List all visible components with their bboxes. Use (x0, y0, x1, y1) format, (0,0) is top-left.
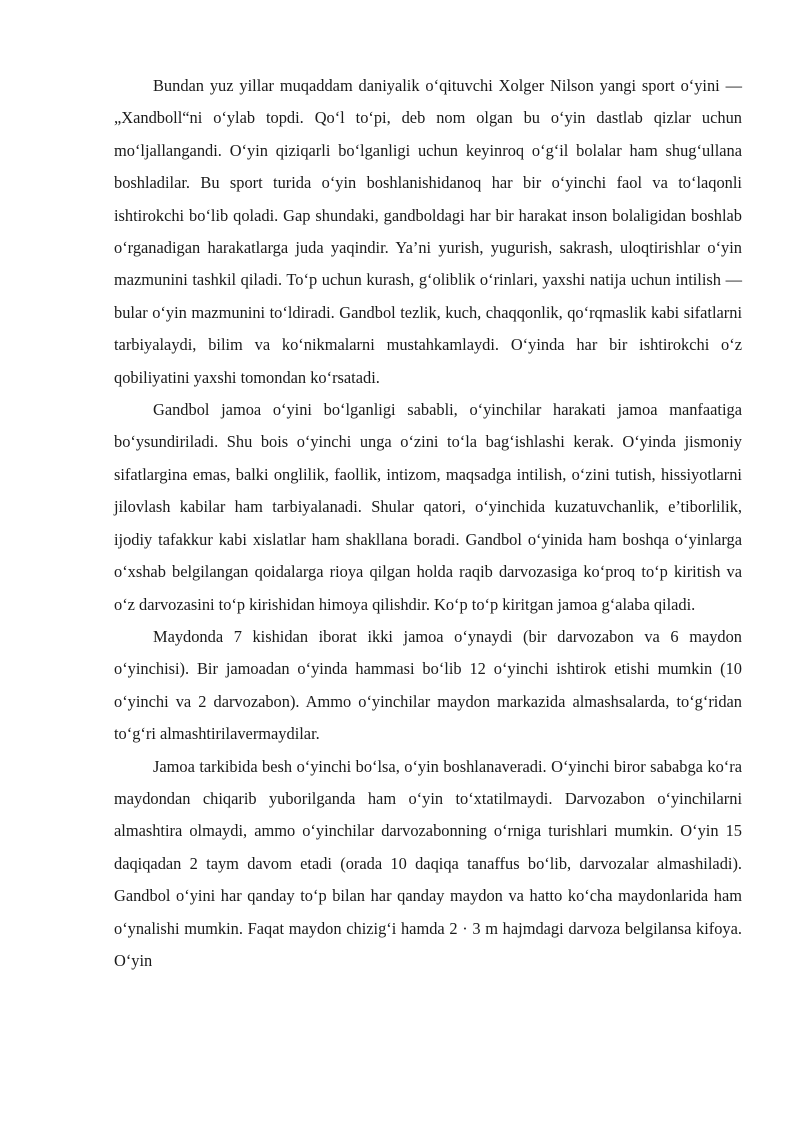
document-page (114, 70, 742, 977)
paragraph-team-game: Gandbol jamoa o‘yini bo‘lganligi sababli, o‘yinchilar harakati jamoa manfaatiga bo‘ysundiriladi. Shu bois o‘yinchi unga o‘zini to‘la bag‘ishlashi kerak. O‘yinda jismoniy sifatlargina emas, balki onglilik, faollik, intizom, maqsadga intilish, o‘zini tutish, hissiyotlarni jilovlash kabilar ham tarbiyalanadi. Shular qatori, o‘yinchida kuzatuvchanlik, e’tiborlilik, ijodiy tafakkur kabi xislatlar ham shakllana boradi. Gandbol o‘yinida ham boshqa o‘yinlarga o‘xshab belgilangan qoidalarga rioya qilgan holda raqib darvozasiga ko‘proq to‘p kiritish va o‘z darvozasini to‘p kirishidan himoya qilishdir. Ko‘p to‘p kiritgan jamoa g‘alaba qiladi. (114, 400, 742, 614)
paragraph-handball-history: Bundan yuz yillar muqaddam daniyalik o‘qituvchi Xolger Nilson yangi sport o‘yini — „Xandboll“ni o‘ylab topdi. Qo‘l to‘pi, deb nom olgan bu o‘yin dastlab qizlar uchun mo‘ljallangandi. O‘yin qiziqarli bo‘lganligi uchun keyinroq o‘g‘il bolalar ham shug‘ullana boshladilar. Bu sport turida o‘yin boshlanishidanoq har bir o‘yinchi faol va to‘laqonli ishtirokchi bo‘lib qoladi. Gap shundaki, gandboldagi har bir harakat inson bolaligidan boshlab o‘rganadigan harakatlarga juda yaqindir. Ya’ni yurish, yugurish, sakrash, uloqtirishlar o‘yin mazmunini tashkil qiladi. To‘p uchun kurash, g‘oliblik o‘rinlari, yaxshi natija uchun intilish — bular o‘yin mazmunini to‘ldiradi. Gandbol tezlik, kuch, chaqqonlik, qo‘rqmaslik kabi sifatlarni tarbiyalaydi, bilim va ko‘nikmalarni mustahkamlaydi. O‘yinda har bir ishtirokchi o‘z qobiliyatini yaxshi tomondan ko‘rsatadi. (114, 76, 742, 387)
paragraph-team-composition: Maydonda 7 kishidan iborat ikki jamoa o‘ynaydi (bir darvozabon va 6 maydon o‘yinchisi). Bir jamoadan o‘yinda hammasi bo‘lib 12 o‘yinchi ishtirok etishi mumkin (10 o‘yinchi va 2 darvozabon). Ammo o‘yinchilar maydon markazida almashsalarda, to‘g‘ridan to‘g‘ri almashtirilavermaydilar. (114, 626, 742, 744)
paragraph-game-rules: Jamoa tarkibida besh o‘yinchi bo‘lsa, o‘yin boshlanaveradi. O‘yinchi biror sababga ko‘ra maydondan chiqarib yuborilganda ham o‘yin to‘xtatilmaydi. Darvozabon o‘yinchilarni almashtira olmaydi, ammo o‘yinchilar darvozabonning o‘rniga turishlari mumkin. O‘yin 15 daqiqadan 2 taym davom etadi (orada 10 daqiqa tanaffus bo‘lib, darvozalar almashiladi). Gandbol o‘yini har qanday to‘p bilan har qanday maydon va hatto ko‘cha maydonlarida ham o‘ynalishi mumkin. Faqat maydon chizig‘i hamda 2 · 3 m hajmdagi darvoza belgilansa kifoya. O‘yin (114, 756, 742, 970)
